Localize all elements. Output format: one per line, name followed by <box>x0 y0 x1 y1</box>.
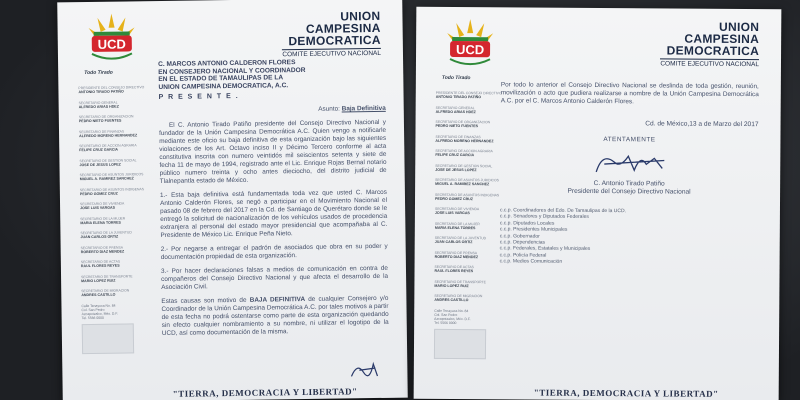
directive-role: SECRETARIO DE ACCION AGRARIA <box>435 148 493 154</box>
directive-name: FELIPE CRUZ GARCIA <box>435 152 475 158</box>
directive-role: PRESIDENTE DEL CONSEJO DIRECTIVO <box>78 85 145 91</box>
directive-role: SECRETARIO DE FINANZAS <box>79 129 125 134</box>
directive-role: SECRETARIO DE ACTAS <box>80 259 121 265</box>
initials-signature <box>347 358 383 381</box>
cc-item: c.c.p. Diputados Locales <box>500 220 758 228</box>
org-header <box>282 10 381 58</box>
directive-name: MIGUEL A. RAMIREZ SANCHEZ <box>79 176 134 182</box>
directive-entry <box>80 172 148 181</box>
directive-name: JOSE LUIS VARGAS <box>80 205 116 211</box>
directive-entry <box>436 105 504 114</box>
directive-name: JUAN CARLOS ORTIZ <box>80 234 119 240</box>
signer-name: C. Antonio Tirado Patiño <box>593 179 665 188</box>
directive-entry <box>81 245 149 254</box>
directive-name: ALFREDO ARIAS HDEZ <box>435 109 476 114</box>
directive-name: FELIPE CRUZ GARCIA <box>79 147 119 153</box>
directive-role: SECRETARIO DE LA JUVENTUD <box>434 235 487 241</box>
directive-entry <box>435 250 503 259</box>
directive-entry <box>435 149 503 158</box>
directive-name: MARIA ELENA TORRES <box>80 220 121 225</box>
directive-name: PEDRO NIETO FUENTES <box>435 123 479 129</box>
org-name-line3: DEMOCRATICA <box>288 32 381 49</box>
cc-item: c.c.p. Gobernador <box>500 233 758 241</box>
directive-role: SECRETARIO DE ASUNTOS JURIDICOS <box>435 177 499 183</box>
ucd-logo-icon <box>440 13 500 73</box>
ucd-logo-icon <box>81 7 142 68</box>
directive-name: ALFREDO ARIAS HDEZ <box>78 104 119 109</box>
directive-name: MARIO LOPEZ RUIZ <box>81 278 116 283</box>
cc-item: c.c.p. Coordinadores del Edo. De Tamaulipas de la UCD. <box>500 207 758 215</box>
ucd-logo <box>440 13 500 73</box>
directive-name: ALFREDO MORENO HERNANDEZ <box>79 132 138 138</box>
directive-role: SECRETARIO DE GESTION SOCIAL <box>79 157 137 163</box>
directive-entry <box>435 178 503 187</box>
directive-name: ANDRES CASTILLO <box>81 292 116 298</box>
directive-entry <box>79 129 147 138</box>
signer-title: Presidente del Consejo Directivo Nacional <box>567 187 691 196</box>
directive-list <box>434 91 503 303</box>
signature <box>500 145 758 181</box>
directive-role: SECRETARIO DE TRANSPORTE <box>434 279 486 284</box>
directive-name: MARIO LOPEZ RUIZ <box>434 283 469 288</box>
directive-role: SECRETARIO DE VIVIENDA <box>80 201 125 207</box>
footer-slogan: "TIERRA, DEMOCRACIA Y LIBERTAD" <box>533 387 719 399</box>
org-committee: COMITE EJECUTIVO NACIONAL <box>282 49 382 59</box>
cc-item: c.c.p. Dependencias <box>500 239 758 247</box>
directive-name: JOSE LUIS VARGAS <box>434 210 470 216</box>
directive-name: ALFREDO MORENO HERNANDEZ <box>435 138 494 143</box>
place-date: Cd. de México,13 a de Marzo del 2017 <box>645 120 759 129</box>
directive-role: SECRETARIO DE ORGANIZACION <box>78 114 134 120</box>
directive-role: SECRETARIO DE PRENSA <box>434 250 477 255</box>
letterhead-sidebar <box>77 7 150 354</box>
letter-page-1 <box>57 0 408 400</box>
directive-entry <box>435 221 503 230</box>
directive-role: SECRETARIO DE PRENSA <box>80 245 124 250</box>
directive-entry <box>79 143 147 152</box>
logo-letters: UCD <box>455 42 485 58</box>
directive-list <box>78 85 149 297</box>
directive-entry <box>81 274 149 283</box>
directive-role: SECRETARIO DE LA MUJER <box>434 221 480 226</box>
directive-name: JOSE DE JESUS LOPEZ <box>435 167 477 172</box>
paragraph: El C. Antonio Tirado Patiño presidente del Consejo Directivo Nacional y fundador de la Unión Campesina Democrática A.C. Quien vengo a notificarle mediante este oficio su baja definitiva de esta organización bajo las siguientes violaciones de los Art. Octavo inciso II y Décimo Tercero conforme al acta constitutiva inscrita con numero veintidós mil seiscientos setenta y siete de fecha 11 de mayo de 1994, registrado ante el Lic. Enrique Rojas Bernal notario público numero treinta y ocho antes dieciocho, del distrito judicial de Tlalnepantla estado de México. <box>159 119 387 186</box>
org-name-line2: CAMPESINA <box>305 20 381 36</box>
seal-stamp <box>434 329 486 359</box>
org-name-line2: CAMPESINA <box>684 31 760 47</box>
directive-role: SECRETARIO DE ASUNTOS JURIDICOS <box>79 172 144 178</box>
logo-tagline: Todo Tirado <box>84 69 113 77</box>
directive-entry <box>435 265 503 274</box>
directive-name: JOSE DE JESUS LOPEZ <box>79 162 121 167</box>
directive-name: JUAN CARLOS ORTIZ <box>434 239 473 245</box>
directive-role: SECRETARIO DE MIGRACION <box>81 288 130 294</box>
directive-entry <box>79 100 147 109</box>
directive-entry <box>434 294 502 303</box>
directive-role: SECRETARIO DE LA MUJER <box>80 215 126 221</box>
directive-entry <box>79 114 147 123</box>
org-name-line1: UNION <box>719 19 760 35</box>
letter-page-2 <box>414 7 782 400</box>
cc-list <box>500 207 758 266</box>
logo-tagline: Todo Tirado <box>441 74 471 82</box>
directive-entry <box>435 134 503 143</box>
directive-entry <box>435 236 503 245</box>
directive-role: SECRETARIO DE ACTAS <box>434 264 474 270</box>
org-header <box>660 20 759 68</box>
directive-name: PEDRO NIETO FUENTES <box>78 118 122 124</box>
directive-role: SECRETARIO DE ORGANIZACION <box>435 119 491 125</box>
directive-role: SECRETARIO DE ACCION AGRARIA <box>79 143 137 149</box>
paragraph: 1.- Esta baja definitiva está fundamentada toda vez que usted C. Marcos Antonio Calderón Flores, se negó a participar en el Movimiento Nacional el pasado 08 de febrero del 2017 en la Cd. de Santiago de Querétaro donde se le entregó la solicitud de nacionalización de los vehículos usados de procedencia extranjera al personal del estado mayor presidencial que acompañaba al C. Presidente de México Lic. Enrique Peña Nieto. <box>159 189 388 240</box>
directive-role: SECRETARIO DE GESTION SOCIAL <box>435 163 493 168</box>
directive-role: SECRETARIO DE ASUNTOS INDIGENAS <box>79 186 144 192</box>
directive-name: RAUL FLORES REYES <box>434 268 474 274</box>
directive-name: ANTONIO TIRADO PATIÑO <box>435 94 482 100</box>
directive-entry <box>436 91 504 100</box>
subject-line <box>159 105 386 116</box>
greeting: P R E S E N T E . <box>158 93 240 102</box>
directive-entry <box>435 192 503 201</box>
cc-item: c.c.p. Medios Comunicación <box>500 259 758 267</box>
org-committee: COMITE EJECUTIVO NACIONAL <box>660 60 760 69</box>
directive-role: SECRETARIO DE ASUNTOS INDIGENAS <box>435 192 500 197</box>
directive-entry <box>80 201 148 210</box>
directive-entry <box>80 187 148 196</box>
letter-body <box>500 81 759 266</box>
directive-name: ANTONIO TIRADO PATIÑO <box>78 89 124 95</box>
directive-role: SECRETARIO DE FINANZAS <box>435 134 481 139</box>
directive-entry <box>434 279 502 288</box>
directive-role: SECRETARIO DE LA JUVENTUD <box>80 230 132 236</box>
directive-entry <box>436 120 504 129</box>
directive-name: ROBERTO DIAZ MENDEZ <box>434 254 479 259</box>
office-address: Calle Tenayuca No. 84 Col. San Pedro Azcapotzalco, Méx. D.F. Tel. 5566 0000 <box>434 308 471 326</box>
paragraph: Por todo lo anterior el Consejo Directivo Nacional se deslinda de toda gestión, reunión, movilización o acto que pudiera realizarse a nombre de la Unión Campesina Democrática A.C. por el C. Marcos Antonio Calderón Flores. <box>500 81 759 106</box>
directive-entry <box>78 85 146 94</box>
cc-item: c.c.p. Presidentes Municipales <box>500 227 758 235</box>
directive-name: PEDRO GOMEZ CRUZ <box>79 191 118 196</box>
directive-name: MIGUEL A. RAMIREZ SANCHEZ <box>435 181 490 187</box>
letter-body <box>158 58 389 345</box>
directive-name: RAUL FLORES REYES <box>80 263 120 269</box>
directive-entry <box>81 288 149 297</box>
ucd-logo <box>81 7 142 68</box>
directive-role: SECRETARIO GENERAL <box>78 100 118 105</box>
cc-item: c.c.p. Policía Federal <box>500 252 758 260</box>
directive-entry <box>80 230 148 239</box>
directive-entry <box>81 259 149 268</box>
seal-stamp <box>82 324 134 355</box>
org-name-line3: DEMOCRATICA <box>666 43 760 59</box>
subject-label: Asunto: <box>318 105 340 114</box>
directive-role: SECRETARIO DE TRANSPORTE <box>81 273 133 279</box>
signature-mark <box>584 146 674 181</box>
closing: ATENTAMENTE <box>603 136 656 144</box>
directive-role: SECRETARIO DE MIGRACION <box>434 293 483 299</box>
directive-role: SECRETARIO DE VIVIENDA <box>434 206 480 212</box>
cc-item: c.c.p. Senadores y Diputados Federales <box>500 214 758 222</box>
letterhead-sidebar <box>434 13 504 360</box>
paragraph: 3.- Por hacer declaraciones falsas a medios de comunicación en contra de compañeros del Consejo Directivo Nacional y que afecta el desarrollo de la Asociación Civil. <box>160 265 389 292</box>
directive-entry <box>435 207 503 216</box>
subject-value: Baja Definitiva <box>341 105 386 113</box>
directive-role: SECRETARIO GENERAL <box>435 105 475 110</box>
cc-item: c.c.p. Federales, Estatales y Municipales <box>500 246 758 254</box>
addressee: C. MARCOS ANTONIO CALDERON FLORES EN CONSEJERO NACIONAL Y COORDINADOR EN EL ESTADO DE TAMAULIPAS DE LA UNION CAMPESINA DEMOCRATICA, A.C. <box>158 59 306 91</box>
directive-entry <box>80 216 148 225</box>
directive-name: ANDRES CASTILLO <box>434 297 469 303</box>
directive-entry <box>435 163 503 172</box>
directive-name: ROBERTO DIAZ MENDEZ <box>80 249 125 254</box>
office-address: Calle Tenayuca No. 84 Col. San Pedro Azcapotzalco, Méx. D.F. Tel. 5566 0000 <box>81 303 118 321</box>
directive-role: PRESIDENTE DEL CONSEJO DIRECTIVO <box>435 90 502 96</box>
paragraph: 2.- Por negarse a entregar el padrón de asociados que obra en su poder y documentación propiedad de esta organización. <box>160 243 388 262</box>
logo-letters: UCD <box>97 36 127 52</box>
directive-entry <box>79 158 147 167</box>
paragraph: Estas causas son motivo de BAJA DEFINITIVA de cualquier Consejero y/o Coordinador de la Unión Campesina Democrática A.C. por tales motivos a partir de esta fecha no podrá ostentarse como parte de esta organización quedando sin efecto cualquier nombramiento a su nombre, ni utilizar el logotipo de la UCD, así como documentación de la misma. <box>161 295 389 338</box>
footer-slogan: "TIERRA, DEMOCRACIA Y LIBERTAD" <box>172 386 358 399</box>
directive-name: MARIA ELENA TORRES <box>434 225 476 230</box>
org-name-line1: UNION <box>340 8 381 24</box>
directive-name: PEDRO GOMEZ CRUZ <box>435 196 473 201</box>
